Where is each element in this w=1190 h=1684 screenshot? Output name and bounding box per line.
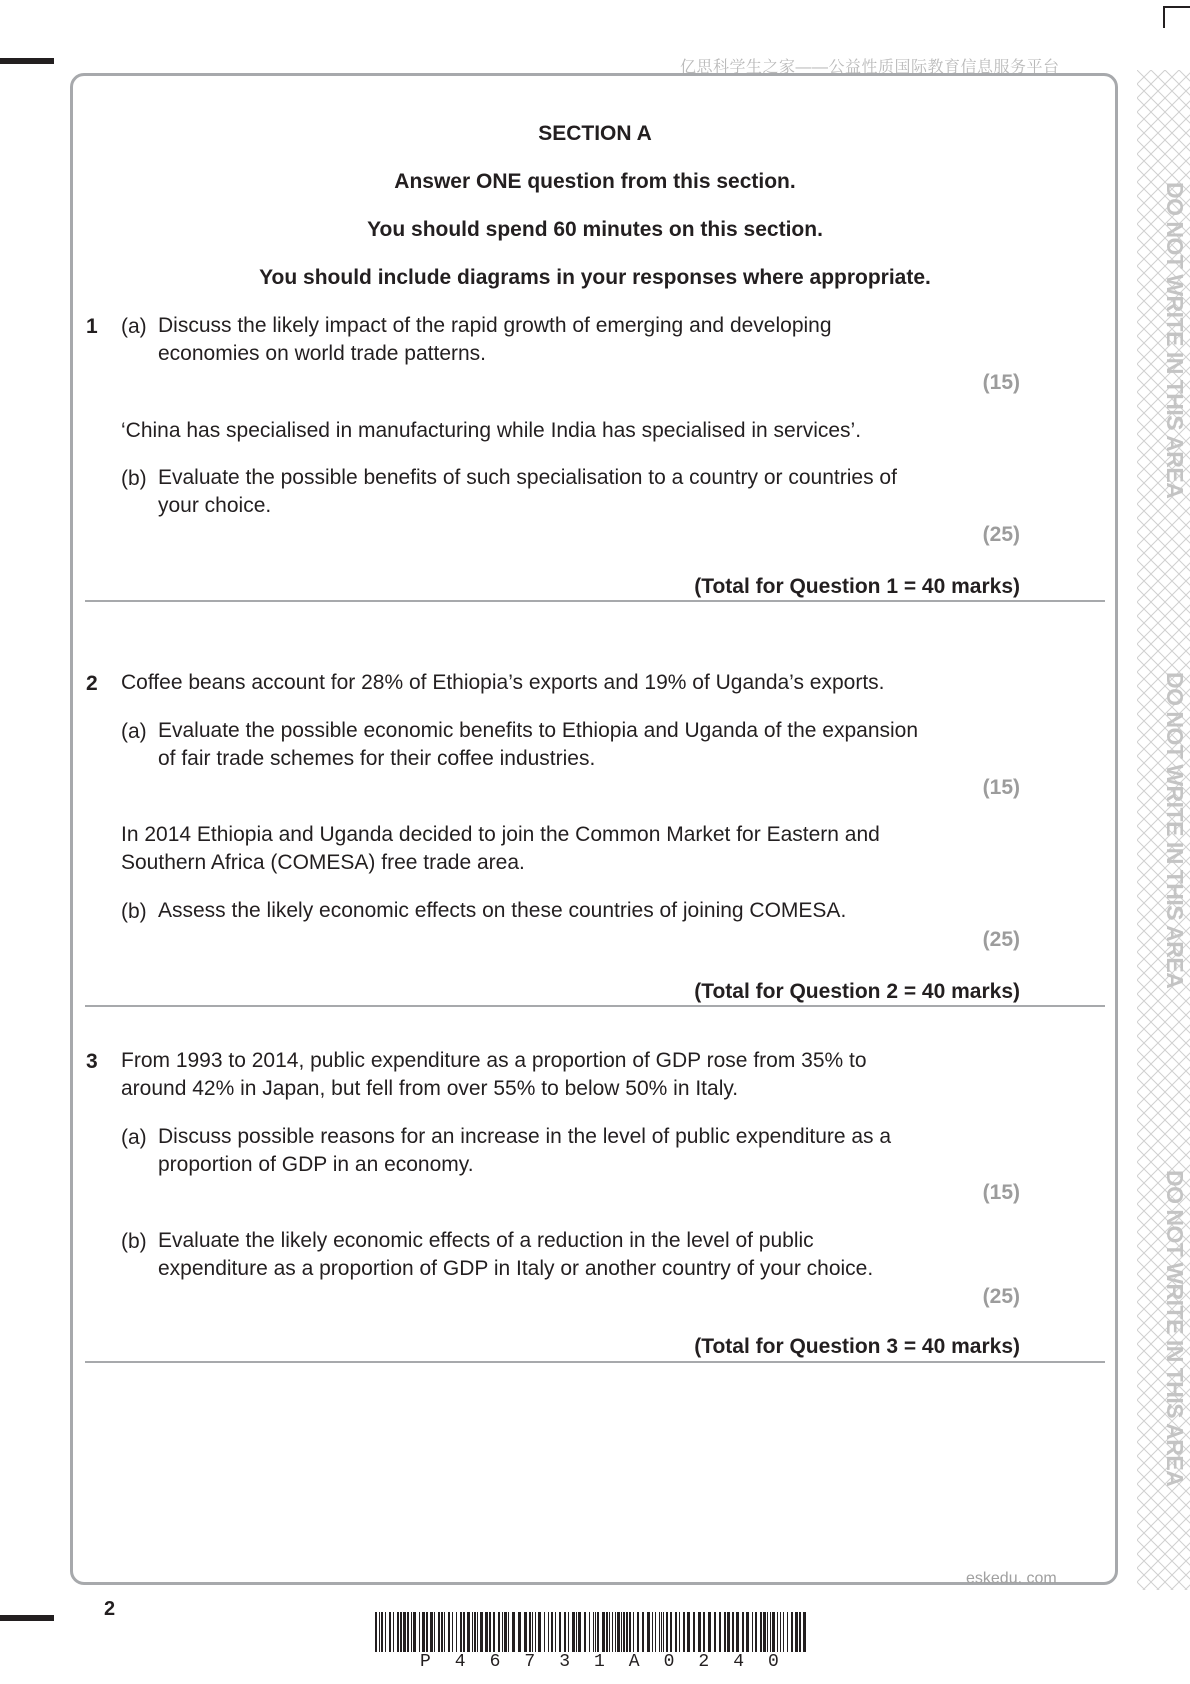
question-2a-label: (a) [121, 720, 147, 743]
barcode-bar [683, 1612, 685, 1652]
barcode-bar [708, 1612, 711, 1652]
barcode-bar [559, 1612, 561, 1652]
barcode-bar [375, 1612, 377, 1652]
barcode-bar [663, 1612, 664, 1652]
barcode-bar [609, 1612, 610, 1652]
barcode-bar [411, 1612, 412, 1652]
barcode-bar [602, 1612, 605, 1652]
barcode-bar [787, 1612, 788, 1652]
barcode-bar [693, 1612, 695, 1652]
question-1a-line1: Discuss the likely impact of the rapid growth of emerging and developing [158, 314, 832, 337]
barcode-bar [670, 1612, 672, 1652]
barcode-bar [538, 1612, 541, 1652]
barcode-bar [548, 1612, 549, 1652]
barcode-bar [780, 1612, 781, 1652]
barcode [375, 1612, 810, 1652]
barcode-bar [791, 1612, 793, 1652]
barcode-bar [389, 1612, 391, 1652]
question-3a-label: (a) [121, 1126, 147, 1149]
barcode-bar [767, 1612, 768, 1652]
barcode-bar [803, 1612, 806, 1652]
section-title: SECTION A [538, 122, 652, 145]
barcode-bar [655, 1612, 656, 1652]
barcode-bar [441, 1612, 443, 1652]
barcode-bar [589, 1612, 590, 1652]
barcode-bar [727, 1612, 730, 1652]
barcode-bar [612, 1612, 613, 1652]
instruction-1: Answer ONE question from this section. [394, 170, 796, 193]
barcode-bar [595, 1612, 596, 1652]
barcode-bar [529, 1612, 531, 1652]
barcode-bar [772, 1612, 775, 1652]
question-1b-marks: (25) [982, 523, 1020, 546]
barcode-bar [504, 1612, 507, 1652]
barcode-bar [508, 1612, 509, 1652]
crop-mark-v [1163, 6, 1165, 28]
barcode-bar [675, 1612, 677, 1652]
barcode-bar [633, 1612, 634, 1652]
question-1a-marks: (15) [982, 371, 1020, 394]
watermark-footer: eskedu. com [966, 1570, 1057, 1587]
barcode-bar [732, 1612, 734, 1652]
barcode-bar [422, 1612, 425, 1652]
divider-1 [85, 600, 1105, 602]
barcode-bar [626, 1612, 628, 1652]
question-3a-line2: proportion of GDP in an economy. [158, 1153, 474, 1176]
side-notice-2: DO NOT WRITE IN THIS AREA [1162, 672, 1188, 989]
instruction-2: You should spend 60 minutes on this section. [367, 218, 823, 241]
question-2a-line1: Evaluate the possible economic benefits to Ethiopia and Uganda of the expansion [158, 719, 919, 742]
barcode-bar [456, 1612, 457, 1652]
divider-3 [85, 1361, 1105, 1363]
barcode-bar [572, 1612, 575, 1652]
barcode-bar [659, 1612, 660, 1652]
barcode-bar [397, 1612, 399, 1652]
question-3b-line1: Evaluate the likely economic effects of a reduction in the level of public [158, 1229, 814, 1252]
barcode-bar [502, 1612, 503, 1652]
barcode-bar [477, 1612, 478, 1652]
divider-2 [85, 1005, 1105, 1007]
question-2b-line1: Assess the likely economic effects on these countries of joining COMESA. [158, 899, 847, 922]
barcode-bar [795, 1612, 798, 1652]
question-2-context-line2: Southern Africa (COMESA) free trade area. [121, 851, 525, 874]
barcode-bar [763, 1612, 766, 1652]
question-2-total: (Total for Question 2 = 40 marks) [694, 980, 1020, 1003]
barcode-bar [777, 1612, 778, 1652]
question-1b-label: (b) [121, 467, 147, 490]
registration-mark-top [0, 58, 54, 64]
barcode-bar [535, 1612, 536, 1652]
barcode-bar [623, 1612, 625, 1652]
barcode-bar [584, 1612, 586, 1652]
barcode-bar [760, 1612, 762, 1652]
barcode-bar [544, 1612, 545, 1652]
barcode-bar [576, 1612, 577, 1652]
barcode-bar [642, 1612, 644, 1652]
question-1-quote: ‘China has specialised in manufacturing while India has specialised in services’. [121, 419, 862, 442]
barcode-bar [679, 1612, 680, 1652]
barcode-bar [381, 1612, 383, 1652]
barcode-bar [698, 1612, 701, 1652]
instruction-3: You should include diagrams in your responses where appropriate. [259, 266, 931, 289]
question-1-total: (Total for Question 1 = 40 marks) [694, 575, 1020, 598]
barcode-bar [687, 1612, 690, 1652]
barcode-bar [532, 1612, 533, 1652]
question-3a-marks: (15) [982, 1181, 1020, 1204]
barcode-bar [736, 1612, 739, 1652]
question-2b-label: (b) [121, 900, 147, 923]
barcode-bar [438, 1612, 440, 1652]
barcode-bar [460, 1612, 462, 1652]
barcode-bar [617, 1612, 620, 1652]
question-1a-line2: economies on world trade patterns. [158, 342, 487, 365]
question-3b-label: (b) [121, 1230, 147, 1253]
barcode-bar [555, 1612, 556, 1652]
barcode-bar [568, 1612, 569, 1652]
barcode-bar [724, 1612, 726, 1652]
side-notice-1: DO NOT WRITE IN THIS AREA [1162, 182, 1188, 499]
barcode-bar [448, 1612, 450, 1652]
barcode-bar [493, 1612, 495, 1652]
barcode-bar [597, 1612, 599, 1652]
barcode-bar [524, 1612, 527, 1652]
barcode-bar [661, 1612, 662, 1652]
barcode-bar [426, 1612, 428, 1652]
question-1a-label: (a) [121, 315, 147, 338]
barcode-bar [783, 1612, 784, 1652]
question-3-number: 3 [86, 1050, 98, 1073]
barcode-bar [403, 1612, 406, 1652]
watermark-top: 亿思科学生之家——公益性质国际教育信息服务平台 [680, 59, 1060, 76]
question-3-intro-line2: around 42% in Japan, but fell from over 55% to below 50% in Italy. [121, 1077, 739, 1100]
barcode-bar [770, 1612, 771, 1652]
question-1b-line1: Evaluate the possible benefits of such specialisation to a country or countries of [158, 466, 897, 489]
registration-mark-bottom [0, 1615, 54, 1621]
question-2-intro: Coffee beans account for 28% of Ethiopia’s exports and 19% of Uganda’s exports. [121, 671, 885, 694]
question-3b-marks: (25) [982, 1285, 1020, 1308]
barcode-bar [652, 1612, 653, 1652]
barcode-bar [480, 1612, 483, 1652]
barcode-bar [742, 1612, 744, 1652]
barcode-bar [621, 1612, 622, 1652]
question-2-number: 2 [86, 672, 98, 695]
crop-mark-h [1163, 6, 1190, 8]
barcode-bar [407, 1612, 409, 1652]
barcode-bar [606, 1612, 608, 1652]
question-1b-line2: your choice. [158, 494, 272, 517]
barcode-bar [578, 1612, 581, 1652]
barcode-bar [474, 1612, 476, 1652]
barcode-bar [472, 1612, 473, 1652]
question-2a-line2: of fair trade schemes for their coffee industries. [158, 747, 596, 770]
barcode-bar [452, 1612, 453, 1652]
barcode-bar [746, 1612, 749, 1652]
question-3-total: (Total for Question 3 = 40 marks) [694, 1335, 1020, 1358]
barcode-bar [647, 1612, 650, 1652]
barcode-bar [430, 1612, 433, 1652]
barcode-bar [799, 1612, 801, 1652]
barcode-bar [379, 1612, 380, 1652]
barcode-bar [564, 1612, 566, 1652]
barcode-bar [629, 1612, 631, 1652]
page-number: 2 [104, 1598, 116, 1620]
barcode-bar [551, 1612, 553, 1652]
barcode-bar [467, 1612, 470, 1652]
side-notice-3: DO NOT WRITE IN THIS AREA [1162, 1170, 1188, 1487]
barcode-bar [434, 1612, 435, 1652]
barcode-bar [719, 1612, 721, 1652]
barcode-bar [444, 1612, 445, 1652]
barcode-bar [593, 1612, 594, 1652]
barcode-bar [752, 1612, 753, 1652]
barcode-bar [489, 1612, 491, 1652]
barcode-bar [518, 1612, 521, 1652]
question-3a-line1: Discuss possible reasons for an increase in the level of public expenditure as a [158, 1125, 892, 1148]
barcode-bar [413, 1612, 416, 1652]
question-2a-marks: (15) [982, 776, 1020, 799]
barcode-bar [419, 1612, 420, 1652]
barcode-bar [400, 1612, 402, 1652]
barcode-bar [498, 1612, 500, 1652]
barcode-bar [666, 1612, 668, 1652]
barcode-bar [393, 1612, 394, 1652]
question-1-number: 1 [86, 315, 98, 338]
barcode-bar [385, 1612, 386, 1652]
barcode-bar [463, 1612, 465, 1652]
barcode-bar [637, 1612, 639, 1652]
question-3b-line2: expenditure as a proportion of GDP in Italy or another country of your choice. [158, 1257, 874, 1280]
question-2b-marks: (25) [982, 928, 1020, 951]
barcode-bar [755, 1612, 757, 1652]
barcode-bar [714, 1612, 716, 1652]
question-3-intro-line1: From 1993 to 2014, public expenditure as a proportion of GDP rose from 35% to [121, 1049, 867, 1072]
barcode-number: P46731A0240 [420, 1652, 803, 1672]
question-2-context-line1: In 2014 Ethiopia and Uganda decided to join the Common Market for Eastern and [121, 823, 880, 846]
barcode-bar [615, 1612, 616, 1652]
barcode-bar [703, 1612, 705, 1652]
barcode-bar [512, 1612, 515, 1652]
barcode-bar [485, 1612, 488, 1652]
